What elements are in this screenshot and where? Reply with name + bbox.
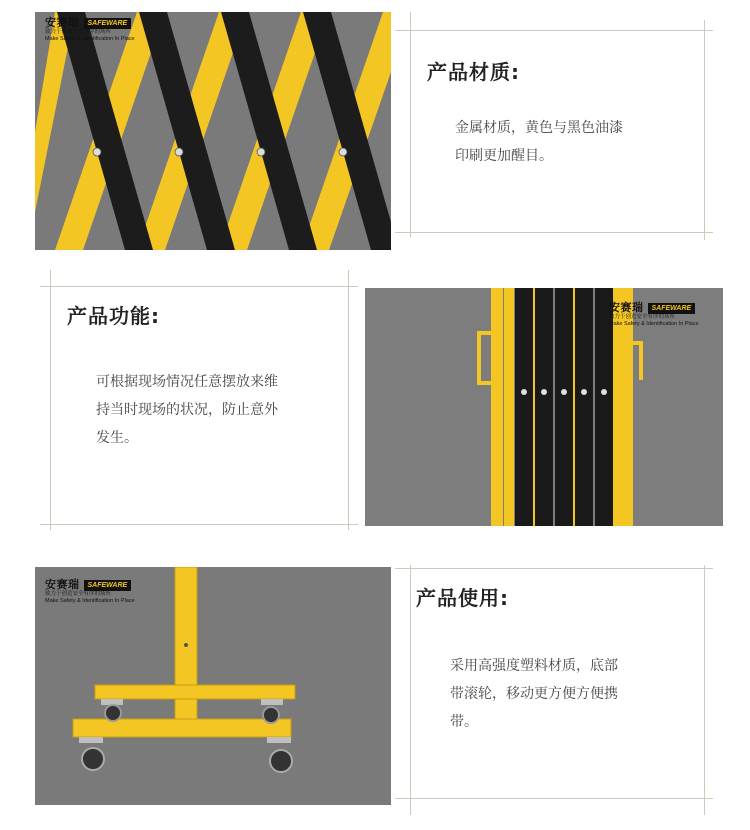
product-photo-wheeled-base — [35, 567, 391, 805]
brand-name-cn: 安赛瑞 — [45, 16, 80, 29]
divider — [395, 30, 713, 31]
section-text-usage: 采用高强度塑料材质，底部 带滚轮，移动更方便方便携 带。 — [450, 658, 618, 730]
section-text-material: 金属材质，黄色与黑色油漆 印刷更加醒目。 — [455, 120, 623, 164]
brand-tagline-cn: 致力于创造安全有序的场所 — [609, 314, 676, 320]
brand-tagline-en: Make Safety & Identification In Place — [609, 321, 699, 327]
section-heading-function: 产品功能: — [67, 304, 160, 328]
brand-logo — [45, 17, 135, 43]
brand-logo — [609, 302, 699, 328]
divider — [395, 232, 713, 233]
divider — [40, 286, 358, 287]
section-heading-usage: 产品使用: — [416, 586, 509, 610]
brand-tagline-cn: 致力于创造安全有序的场所 — [45, 591, 112, 597]
divider — [410, 12, 411, 237]
product-photo-scissor-gate — [35, 12, 391, 250]
divider — [704, 20, 705, 240]
brand-logo — [45, 579, 135, 605]
brand-tagline-cn: 致力于创造安全有序的场所 — [45, 29, 112, 35]
brand-name-cn: 安赛瑞 — [45, 578, 80, 591]
divider — [704, 565, 705, 815]
section-heading-material: 产品材质: — [427, 60, 520, 84]
divider — [410, 565, 411, 815]
divider — [348, 270, 349, 530]
divider — [50, 270, 51, 530]
brand-name-en: SAFEWARE — [84, 580, 132, 591]
divider — [40, 524, 358, 525]
brand-name-en: SAFEWARE — [648, 303, 696, 314]
brand-name-en: SAFEWARE — [84, 18, 132, 29]
brand-tagline-en: Make Safety & Identification In Place — [45, 36, 135, 42]
divider — [395, 568, 713, 569]
product-photo-folded-gate — [365, 288, 723, 526]
divider — [395, 798, 713, 799]
brand-tagline-en: Make Safety & Identification In Place — [45, 598, 135, 604]
brand-name-cn: 安赛瑞 — [609, 301, 644, 314]
section-text-function: 可根据现场情况任意摆放来维 持当时现场的状况，防止意外 发生。 — [96, 374, 278, 446]
